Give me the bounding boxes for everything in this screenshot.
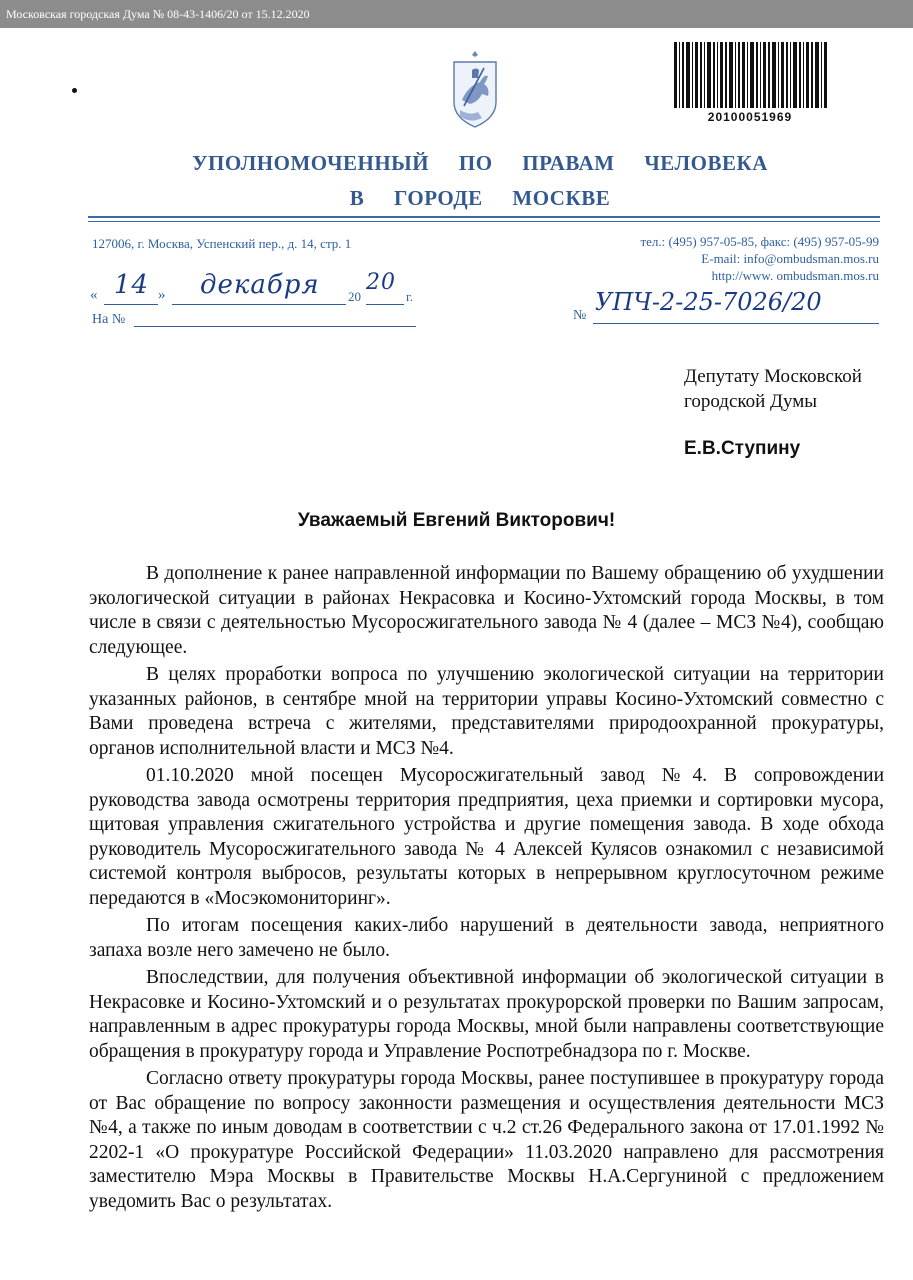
outgoing-number-label: № [573, 308, 587, 323]
reference-underline [134, 326, 416, 327]
outgoing-number [573, 288, 883, 328]
date-quote-close: » [158, 287, 166, 303]
month-underline [172, 304, 346, 305]
date-year-handwritten: 20 [366, 270, 396, 295]
year-underline [366, 304, 404, 305]
date-day-handwritten: 14 [114, 270, 150, 300]
addressee-line1: Депутату Московской [684, 366, 862, 387]
date-year-mark: г. [406, 289, 414, 304]
letter-body [89, 562, 884, 1217]
barcode-number: 20100051969 [707, 110, 793, 124]
office-address: 127006, г. Москва, Успенский пер., д. 14, стр. 1 [92, 236, 352, 251]
body-paragraph: В целях проработки вопроса по улучшению экологической ситуации на территории указанных районов, в сентябре мной на территории управы Косино-Ухтомский совместно с Вами проведена встреча с жителями, представителями природоохранной прокуратуры, органов исполнительной власти и МСЗ №4. [89, 664, 884, 759]
registration-stamp-bar [0, 0, 913, 28]
body-paragraph: По итогам посещения каких-либо нарушений в деятельности завода, неприятного запаха возле него замечено не было. [89, 915, 884, 961]
moscow-coat-of-arms-icon [450, 50, 500, 130]
body-paragraph: В дополнение к ранее направленной информации по Вашему обращению об ухудшении экологической ситуации в районах Некрасовка и Косино-Ухтомский города Москвы, в том числе в связи с деятельностью Мусоросжигательного завода № 4 (далее – МСЗ №4), сообщаю следующее. [89, 563, 884, 658]
speck-mark [72, 88, 77, 93]
organization-title-line1: УПОЛНОМОЧЕННЫЙ ПО ПРАВАМ ЧЕЛОВЕКА [192, 151, 768, 175]
outgoing-number-underline [593, 323, 879, 324]
letter-date [90, 272, 430, 308]
phone-fax: тел.: (495) 957-05-85, факс: (495) 957-05-99 [640, 234, 879, 249]
outgoing-number-handwritten: УПЧ-2-25-7026/20 [595, 288, 822, 316]
website-address: http://www. ombudsman.mos.ru [711, 268, 879, 283]
day-underline [104, 304, 158, 305]
contact-block [640, 233, 879, 284]
email-address: E-mail: info@ombudsman.mos.ru [701, 251, 879, 266]
addressee-line2: городской Думы [684, 391, 818, 412]
date-year-prefix: 20 [348, 289, 361, 304]
letterhead-rule-thin [88, 221, 880, 222]
date-month-handwritten: декабря [200, 270, 320, 300]
letterhead-rule [88, 216, 880, 218]
addressee-block [684, 364, 862, 414]
organization-title-line2: В ГОРОДЕ МОСКВЕ [349, 186, 611, 210]
barcode-icon [672, 42, 828, 108]
salutation: Уважаемый Евгений Викторович! [297, 510, 616, 531]
addressee-name: Е.В.Ступину [684, 438, 801, 459]
registration-stamp-text: Московская городская Дума № 08-43-1406/20 от 15.12.2020 [6, 7, 310, 21]
reference-label: На № [92, 312, 126, 327]
body-paragraph: Впоследствии, для получения объективной информации об экологической ситуации в Некрасовке и Косино-Ухтомский и о результатах прокурорской проверки по Вашим запросам, направленным в адрес прокуратуры города Москвы, мной были направлены соответствующие обращения в прокуратуру города и Управление Роспотребнадзора по г. Москве. [89, 967, 884, 1062]
body-paragraph: 01.10.2020 мной посещен Мусоросжигательный завод №4. В сопровождении руководства завода осмотрены территория предприятия, цеха приемки и сортировки мусора, щитовая управления сжигательного устройства и другие помещения завода. В ходе обхода руководитель Мусоросжигательного завода № 4 Алексей Кулясов ознакомил с независимой системой контроля выбросов, результаты которых в непрерывном круглосуточном режиме передаются в «Мосэкомониторинг». [89, 765, 884, 909]
date-quote-open: « [90, 287, 98, 303]
body-paragraph: Согласно ответу прокуратуры города Москвы, ранее поступившее в прокуратуру города от Вас обращение по вопросу законности размещения и осуществления деятельности МСЗ №4, а также по иным доводам в соответствии с ч.2 ст.26 Федерального закона от 17.01.1992 № 2202-1 «О прокуратуре Российской Федерации» 11.03.2020 направлено для рассмотрения заместителю Мэра Москвы в Правительстве Москвы Н.А.Сергуниной с предложением уведомить Вас о результатах. [89, 1068, 884, 1212]
